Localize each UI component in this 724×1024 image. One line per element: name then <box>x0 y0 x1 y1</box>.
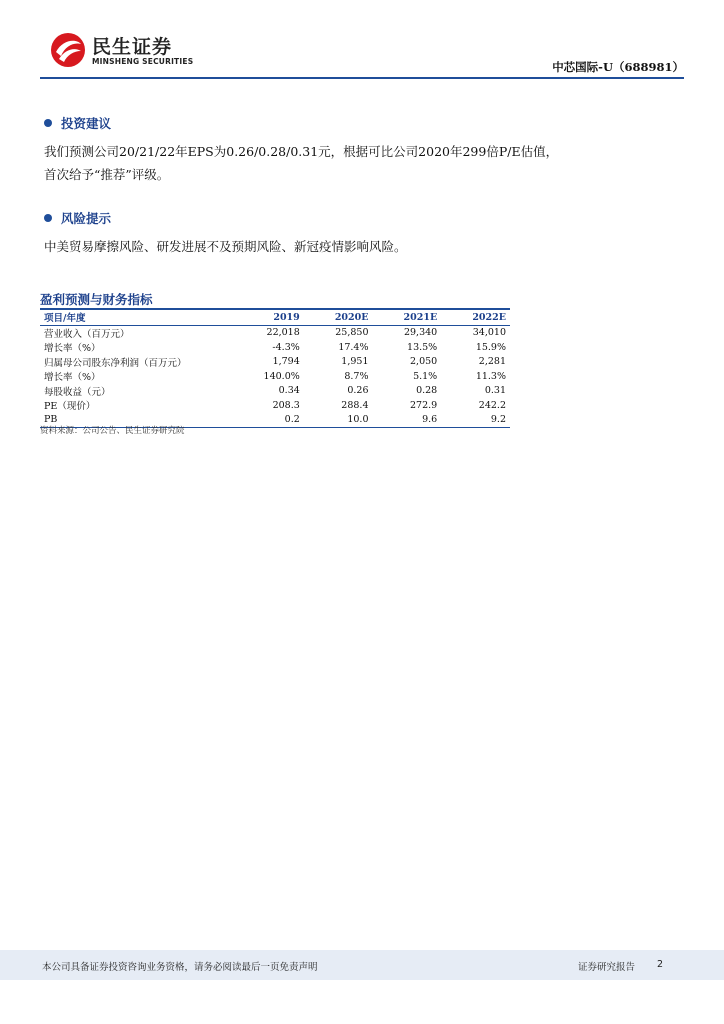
bullet-dot-icon <box>44 214 52 222</box>
table-cell: PE（现价） <box>44 401 96 413</box>
table-cell: 34,010 <box>472 327 506 339</box>
table-cell: 每股收益（元） <box>44 386 111 398</box>
logo-text-cn: 民生证券 <box>92 36 173 58</box>
table-cell: 0.2 <box>235 413 304 428</box>
table-cell: 0.34 <box>278 385 300 397</box>
table-cell: 11.3% <box>475 370 506 382</box>
table-header-cell: 2019 <box>235 310 304 325</box>
table-cell: 288.4 <box>341 399 369 411</box>
table-cell: 2,281 <box>478 356 506 368</box>
table-cell: 29,340 <box>403 327 438 339</box>
table-cell: 22,018 <box>266 327 300 339</box>
table-cell: 13.5% <box>407 341 438 353</box>
minsheng-logo-icon <box>50 32 86 68</box>
invest-line-1: 我们预测公司20/21/22年EPS为0.26/0.28/0.31元，根据可比公司2020年299倍P/E估值， <box>44 144 559 159</box>
table-cell: 2,050 <box>410 356 438 368</box>
table-header-cell: 2020E <box>304 310 373 325</box>
table-cell: 1,951 <box>341 356 369 368</box>
table-header-cell: 2022E <box>441 310 510 325</box>
table-cell: 归属母公司股东净利润（百万元） <box>44 357 187 369</box>
table-row <box>40 369 510 384</box>
invest-paragraph <box>44 140 674 186</box>
footer-report-type: 证券研究报告 <box>578 962 636 973</box>
table-row <box>40 355 510 370</box>
invest-line-2: 首次给予“推荐”评级。 <box>44 167 170 182</box>
table-row <box>40 398 510 413</box>
page-header <box>40 30 684 78</box>
table-cell: 208.3 <box>272 399 300 411</box>
logo-text-en: MINSHENG SECURITIES <box>92 57 194 66</box>
section-title-invest-text: 投资建议 <box>61 116 112 131</box>
table-cell: 17.4% <box>338 341 369 353</box>
header-divider <box>40 77 684 79</box>
section-title-risk <box>44 209 111 227</box>
footer-disclaimer: 本公司具备证券投资咨询业务资格，请务必阅读最后一页免责声明 <box>42 962 318 973</box>
table-cell: 25,850 <box>335 327 369 339</box>
table-row <box>40 340 510 355</box>
table-cell: 9.6 <box>373 413 442 428</box>
stock-name-code: 中芯国际-U（688981） <box>552 60 684 74</box>
table-cell: 242.2 <box>478 399 506 411</box>
risk-paragraph <box>44 235 674 258</box>
page-number: 2 <box>657 959 664 970</box>
section-title-invest <box>44 114 111 132</box>
table-cell: 272.9 <box>410 399 438 411</box>
table-header-cell: 2021E <box>373 310 442 325</box>
table-cell: 0.26 <box>347 385 369 397</box>
table-cell: -4.3% <box>272 341 300 353</box>
table-cell: 9.2 <box>441 413 510 428</box>
table-cell: 1,794 <box>272 356 300 368</box>
table-cell: 营业收入（百万元） <box>44 328 130 340</box>
table-cell: 增长率（%） <box>44 343 101 355</box>
financial-table <box>40 310 510 428</box>
page-footer <box>0 950 724 980</box>
table-cell: 8.7% <box>344 370 369 382</box>
table-cell: 5.1% <box>413 370 438 382</box>
table-row <box>40 325 510 340</box>
table-row <box>40 384 510 399</box>
table-title: 盈利预测与财务指标 <box>40 292 153 307</box>
table-source-note: 资料来源：公司公告、民生证券研究院 <box>40 426 185 436</box>
table-cell: 140.0% <box>263 370 300 382</box>
risk-line-1: 中美贸易摩擦风险、研发进展不及预期风险、新冠疫情影响风险。 <box>44 239 407 254</box>
section-title-risk-text: 风险提示 <box>61 211 112 226</box>
table-cell: 增长率（%） <box>44 372 101 384</box>
table-header-row <box>40 310 510 325</box>
table-cell: 0.28 <box>416 385 438 397</box>
table-cell: 10.0 <box>304 413 373 428</box>
table-cell: 0.31 <box>484 385 506 397</box>
table-header-cell: 项目/年度 <box>40 310 235 325</box>
table-cell: PB <box>40 413 235 428</box>
bullet-dot-icon <box>44 119 52 127</box>
table-cell: 15.9% <box>475 341 506 353</box>
